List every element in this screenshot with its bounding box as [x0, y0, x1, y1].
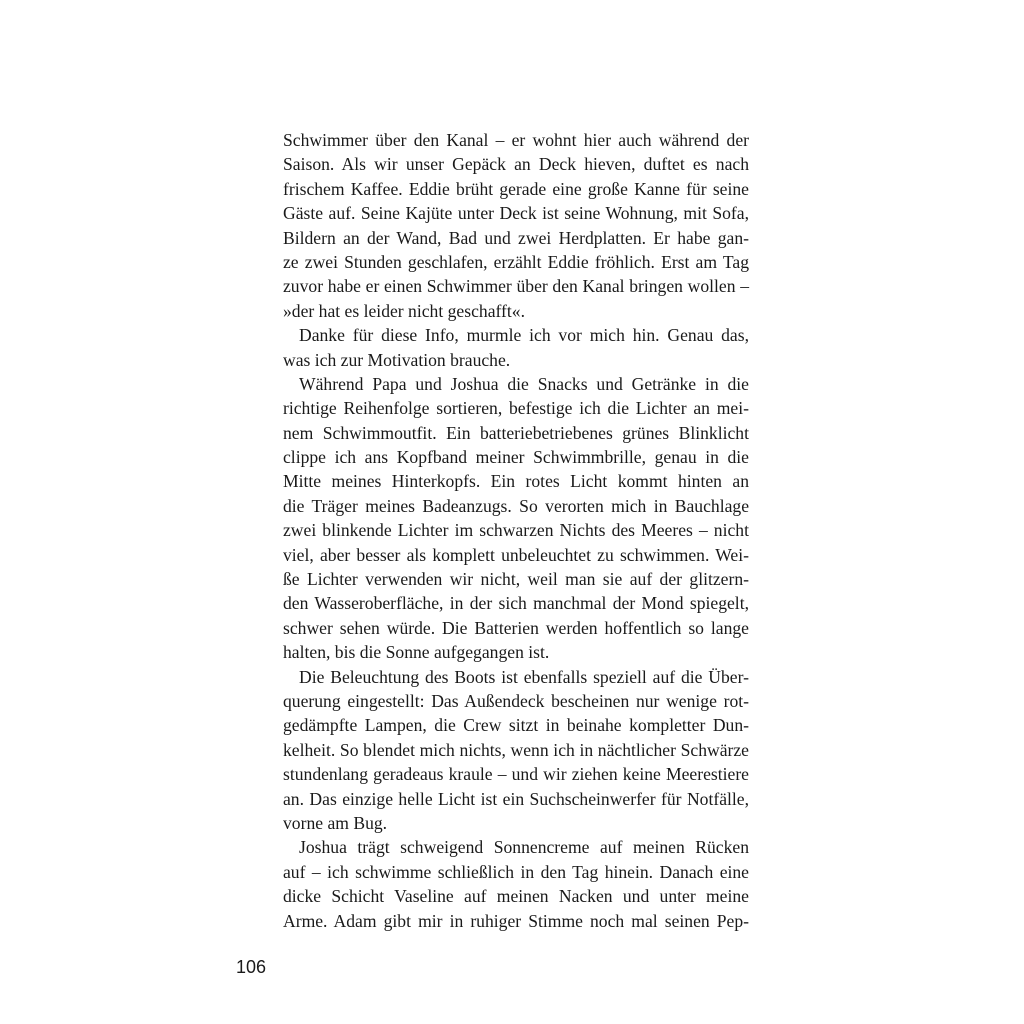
text-line: frischem Kaffee. Eddie brüht gerade eine große Kanne für seine — [283, 178, 749, 199]
text-line: Mitte meines Hinterkopfs. Ein rotes Licht kommt hinten an — [283, 471, 749, 492]
paragraph — [283, 323, 749, 372]
text-line: ße Lichter verwenden wir nicht, weil man sie auf der glitzern- — [283, 569, 749, 590]
text-line: Die Beleuchtung des Boots ist ebenfalls speziell auf die Über- — [299, 666, 749, 687]
text-line: Joshua trägt schweigend Sonnencreme auf meinen Rücken — [299, 837, 749, 858]
body-text — [283, 128, 749, 933]
text-line: zuvor habe er einen Schwimmer über den Kanal bringen wollen – — [283, 276, 749, 297]
text-line: querung eingestellt: Das Außendeck bescheinen nur wenige rot- — [283, 690, 749, 711]
text-line: stundenlang geradeaus kraule – und wir ziehen keine Meerestiere — [283, 764, 749, 785]
text-line: richtige Reihenfolge sortieren, befestige ich die Lichter an mei- — [283, 398, 749, 419]
paragraph — [283, 835, 749, 933]
text-line: vorne am Bug. — [283, 812, 388, 833]
text-line: schwer sehen würde. Die Batterien werden hoffentlich so lange — [283, 617, 749, 638]
text-line: nem Schwimmoutfit. Ein batteriebetriebenes grünes Blinklicht — [283, 422, 749, 443]
text-line: was ich zur Motivation brauche. — [283, 349, 511, 370]
text-line: clippe ich ans Kopfband meiner Schwimmbrille, genau in die — [283, 447, 749, 468]
text-line: Saison. Als wir unser Gepäck an Deck hieven, duftet es nach — [283, 154, 749, 175]
text-line: zwei blinkende Lichter im schwarzen Nichts des Meeres – nicht — [283, 520, 749, 541]
text-line: ze zwei Stunden geschlafen, erzählt Eddie fröhlich. Erst am Tag — [283, 251, 749, 272]
text-line: Arme. Adam gibt mir in ruhiger Stimme noch mal seinen Pep- — [283, 910, 749, 931]
text-line: Danke für diese Info, murmle ich vor mich hin. Genau das, — [299, 325, 749, 346]
text-line: gedämpfte Lampen, die Crew sitzt in beinahe kompletter Dun- — [283, 715, 749, 736]
text-line: dicke Schicht Vaseline auf meinen Nacken und unter meine — [283, 886, 749, 907]
text-line: Während Papa und Joshua die Snacks und Getränke in die — [299, 373, 749, 394]
text-line: halten, bis die Sonne aufgegangen ist. — [283, 642, 550, 663]
text-line: Schwimmer über den Kanal – er wohnt hier auch während der — [283, 130, 749, 150]
text-line: »der hat es leider nicht geschafft«. — [283, 300, 525, 321]
page-number: 106 — [236, 957, 267, 977]
paragraph — [283, 372, 749, 665]
text-line: auf – ich schwimme schließlich in den Tag hinein. Danach eine — [283, 861, 749, 882]
text-line: Bildern an der Wand, Bad und zwei Herdplatten. Er habe gan- — [283, 227, 749, 248]
text-line: an. Das einzige helle Licht ist ein Suchscheinwerfer für Notfälle, — [283, 788, 749, 809]
text-line: die Träger meines Badeanzugs. So verorten mich in Bauchlage — [283, 495, 749, 516]
text-line: Gäste auf. Seine Kajüte unter Deck ist seine Wohnung, mit Sofa, — [283, 203, 749, 224]
paragraph — [283, 665, 749, 836]
text-line: viel, aber besser als komplett unbeleuchtet zu schwimmen. Wei- — [283, 544, 749, 565]
text-line: den Wasseroberfläche, in der sich manchmal der Mond spiegelt, — [283, 593, 749, 614]
text-line: kelheit. So blendet mich nichts, wenn ich in nächtlicher Schwärze — [283, 739, 749, 760]
paragraph — [283, 128, 749, 323]
